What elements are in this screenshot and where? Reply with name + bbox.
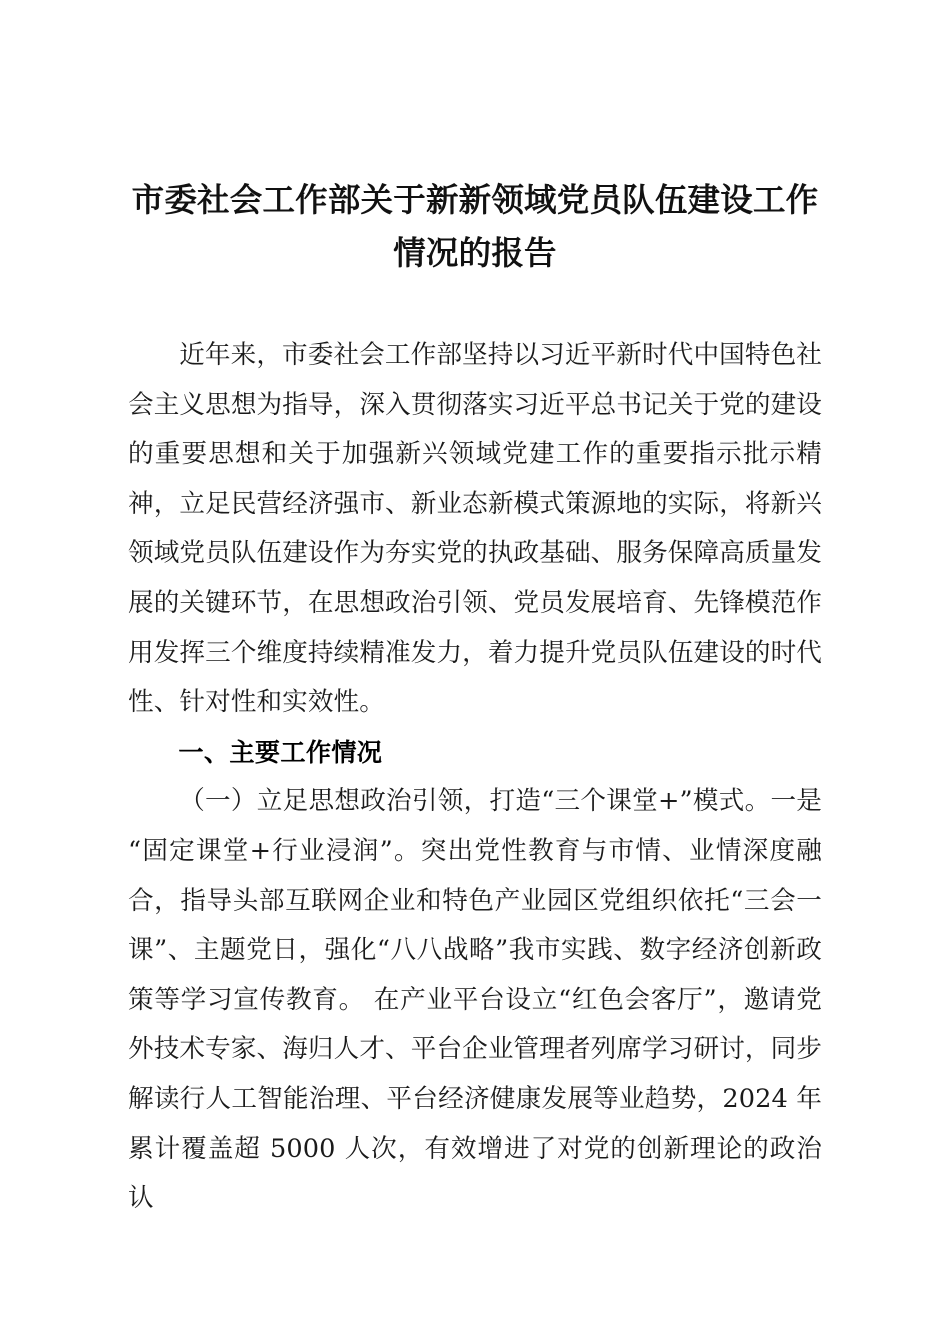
section-heading-one: 一、主要工作情况: [178, 737, 383, 767]
page-title: 市委社会工作部关于新新领域党员队伍建设工作情况的报告: [131, 180, 819, 272]
paragraph-subsection-one: （一）立足思想政治引领，打造“三个课堂+”模式。一是“固定课堂+行业浸润”。突出党性教育与市情、业情深度融合，指导头部互联网企业和特色产业园区党组织依托“三会一课”、主题党日，强化“八八战略”我市实践、数字经济创新政策等学习宣传教育。 在产业平台设立“红色会客厅”，邀请党外技术专家、海归人才、平台企业管理者列席学习研讨，同步解读行人工智能治理、平台经济健康发展等业趋势，2024 年累计覆盖超 5000 人次，有效增进了对党的创新理论的政治认: [128, 786, 822, 1214]
document-content-column: [128, 0, 822, 1224]
paragraph-opening: 近年来，市委社会工作部坚持以习近平新时代中国特色社会主义思想为指导，深入贯彻落实习近平总书记关于党的建设的重要思想和关于加强新兴领域党建工作的重要指示批示精神，立足民营经济强市、新业态新模式策源地的实际，将新兴领域党员队伍建设作为夯实党的执政基础、服务保障高质量发展的关键环节，在思想政治引领、党员发展培育、先锋模范作用发挥三个维度持续精准发力，着力提升党员队伍建设的时代性、针对性和实效性。: [128, 340, 822, 718]
